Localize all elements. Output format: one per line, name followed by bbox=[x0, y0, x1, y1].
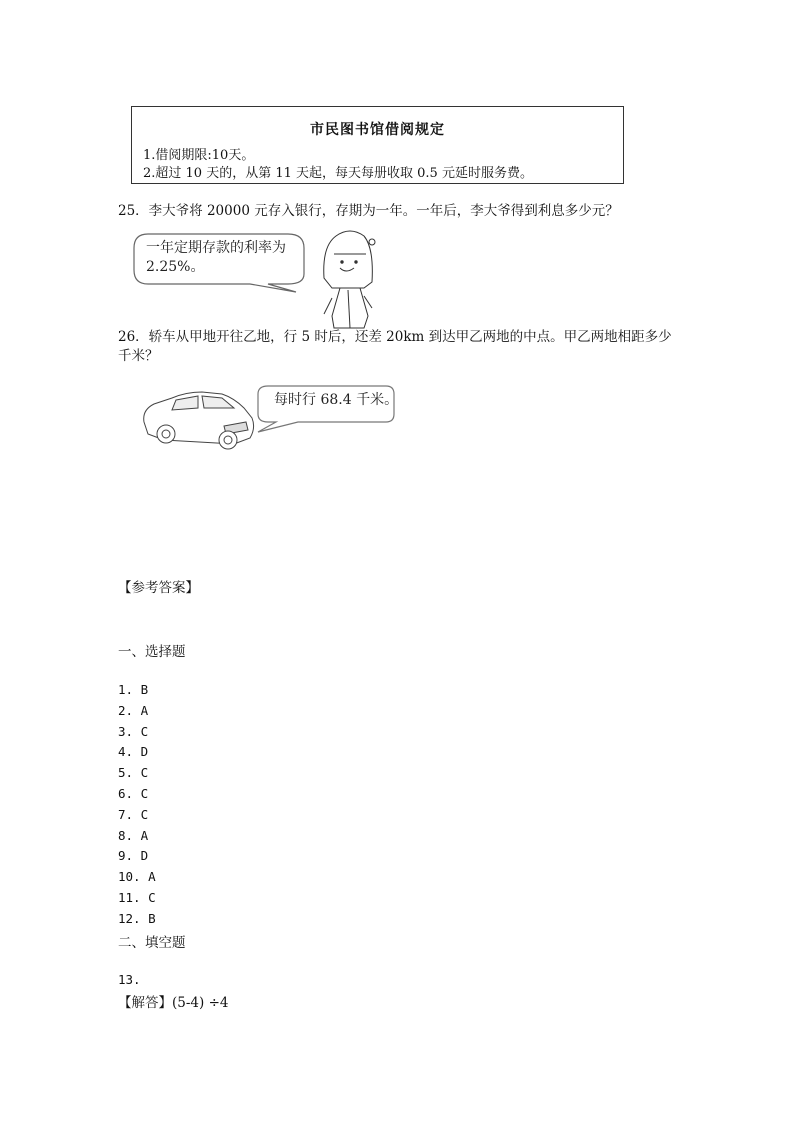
list-item: 11. C bbox=[118, 889, 156, 905]
list-item: 2. A bbox=[118, 702, 149, 718]
question-26-text-line-1: 26．轿车从甲地开往乙地，行 5 时后，还差 20km 到达甲乙两地的中点。甲乙两地相距多少 bbox=[118, 329, 672, 345]
list-item: 4. D bbox=[118, 744, 149, 760]
list-item: 1. B bbox=[118, 682, 149, 697]
choice-answers-list bbox=[118, 680, 156, 930]
list-item: 7. C bbox=[118, 806, 149, 822]
q13-answer: 【解答】(5-4) ÷4 bbox=[118, 995, 229, 1011]
rule-line-2: 2.超过 10 天的，从第 11 天起，每天每册收取 0.5 元延时服务费。 bbox=[143, 166, 533, 181]
section-2-title: 二、填空题 bbox=[118, 935, 186, 951]
answers-heading: 【参考答案】 bbox=[118, 580, 199, 596]
section-1-title: 一、选择题 bbox=[118, 644, 186, 660]
list-item: 8. A bbox=[118, 827, 149, 843]
list-item: 3. C bbox=[118, 723, 149, 739]
list-item: 12. B bbox=[118, 910, 156, 926]
q25-bubble-line-2: 2.25%。 bbox=[146, 259, 205, 275]
car-icon bbox=[144, 392, 254, 449]
list-item: 10. A bbox=[118, 869, 156, 885]
q13-number: 13. bbox=[118, 972, 141, 987]
list-item: 6. C bbox=[118, 785, 149, 801]
q25-bubble-line-1: 一年定期存款的利率为 bbox=[146, 240, 286, 256]
q26-bubble-text: 每时行 68.4 千米。 bbox=[274, 392, 399, 408]
rules-title: 市民图书馆借阅规定 bbox=[310, 122, 445, 138]
list-item: 9. D bbox=[118, 848, 149, 864]
q26-illustration bbox=[138, 378, 408, 458]
girl-figure bbox=[324, 231, 375, 328]
library-rules-box bbox=[131, 106, 624, 184]
rule-line-1: 1.借阅期限:10天。 bbox=[143, 148, 255, 163]
question-26-text-line-2: 千米？ bbox=[118, 348, 159, 364]
list-item: 5. C bbox=[118, 765, 149, 781]
question-25-text: 25．李大爷将 20000 元存入银行，存期为一年。一年后，李大爷得到利息多少元？ bbox=[118, 203, 619, 219]
